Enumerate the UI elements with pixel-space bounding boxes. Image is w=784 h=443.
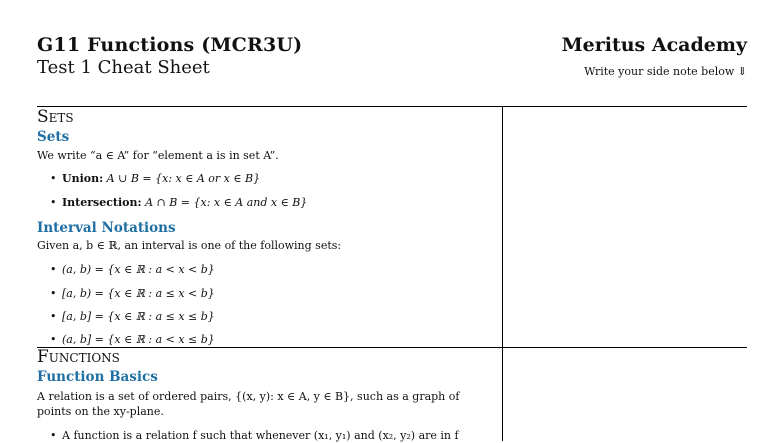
side-note-prompt: Write your side note below ⇓ — [584, 65, 747, 78]
formula: (a, b] = {x ∈ ℝ : a < x ≤ b} — [62, 333, 215, 346]
school-name: Meritus Academy — [561, 34, 747, 56]
function-basics-intro-line2: points on the xy-plane. — [37, 405, 164, 418]
term-label: Intersection: — [62, 196, 142, 209]
subsection-title-function-basics: Function Basics — [37, 369, 158, 385]
formula: [a, b] = {x ∈ ℝ : a ≤ x ≤ b} — [62, 310, 215, 323]
section-title-sets: Sets — [37, 107, 74, 127]
list-item — [50, 262, 499, 277]
bullet-icon: • — [50, 333, 57, 346]
subsection-title-sets: Sets — [37, 129, 70, 145]
term-label: Union: — [62, 172, 104, 185]
bullet-icon: • — [50, 310, 57, 323]
document-subtitle: Test 1 Cheat Sheet — [37, 57, 210, 78]
section-title-functions: Functions — [37, 347, 120, 367]
sets-intro: We write “a ∈ A” for “element a is in set A”. — [37, 149, 279, 162]
formula: A ∩ B = {x: x ∈ A and x ∈ B} — [145, 196, 308, 209]
bullet-icon: • — [50, 196, 57, 209]
list-item — [50, 171, 499, 186]
list-item — [50, 195, 499, 210]
header-divider — [37, 106, 747, 107]
bullet-icon: • — [50, 172, 57, 185]
list-item — [50, 286, 499, 301]
section-divider — [37, 347, 747, 348]
column-divider — [502, 106, 503, 441]
course-title: G11 Functions (MCR3U) — [37, 34, 303, 56]
bullet-icon: • — [50, 429, 57, 442]
subsection-title-intervals: Interval Notations — [37, 220, 176, 236]
function-basics-intro-line1: A relation is a set of ordered pairs, {(x, y): x ∈ A, y ∈ B}, such as a graph of — [37, 390, 460, 403]
formula: (a, b) = {x ∈ ℝ : a < x < b} — [62, 263, 215, 276]
header-left — [37, 34, 302, 78]
interval-intro: Given a, b ∈ ℝ, an interval is one of the following sets: — [37, 239, 342, 252]
list-item — [50, 332, 499, 347]
bullet-icon: • — [50, 287, 57, 300]
bullet-icon: • — [50, 263, 57, 276]
formula: [a, b) = {x ∈ ℝ : a ≤ x < b} — [62, 287, 215, 300]
formula: A ∪ B = {x: x ∈ A or x ∈ B} — [106, 172, 261, 185]
list-item — [50, 309, 499, 324]
header-right — [562, 34, 747, 79]
function-definition: A function is a relation f such that whenever (x₁, y₁) and (x₂, y₂) are in f — [62, 429, 459, 442]
